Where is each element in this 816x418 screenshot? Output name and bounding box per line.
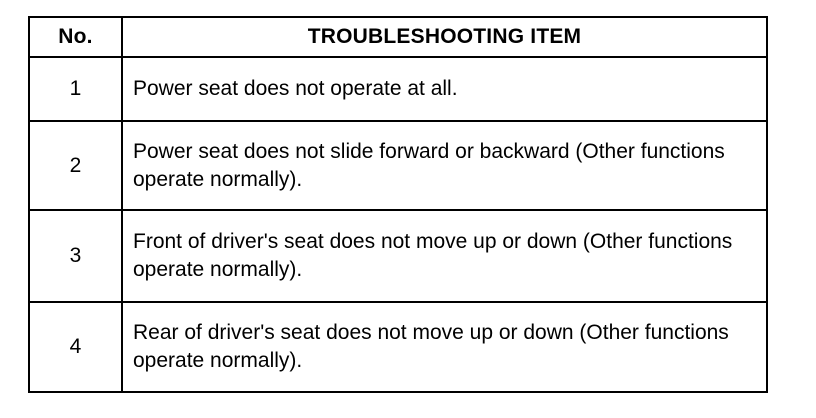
- troubleshooting-table: [28, 16, 768, 393]
- row-number: 1: [29, 57, 122, 121]
- row-number: 4: [29, 302, 122, 392]
- row-number: 2: [29, 121, 122, 210]
- table-header-row: [29, 17, 767, 57]
- row-item: Power seat does not slide forward or backward (Other functions operate normally).: [122, 121, 767, 210]
- row-number: 3: [29, 210, 122, 302]
- table-row: [29, 57, 767, 121]
- table-row: [29, 210, 767, 302]
- table-row: [29, 121, 767, 210]
- header-troubleshooting-item: TROUBLESHOOTING ITEM: [122, 17, 767, 57]
- table-row: [29, 302, 767, 392]
- row-item: Power seat does not operate at all.: [122, 57, 767, 121]
- row-item: Front of driver's seat does not move up or down (Other functions operate normally).: [122, 210, 767, 302]
- row-item: Rear of driver's seat does not move up or down (Other functions operate normally).: [122, 302, 767, 392]
- header-no: No.: [29, 17, 122, 57]
